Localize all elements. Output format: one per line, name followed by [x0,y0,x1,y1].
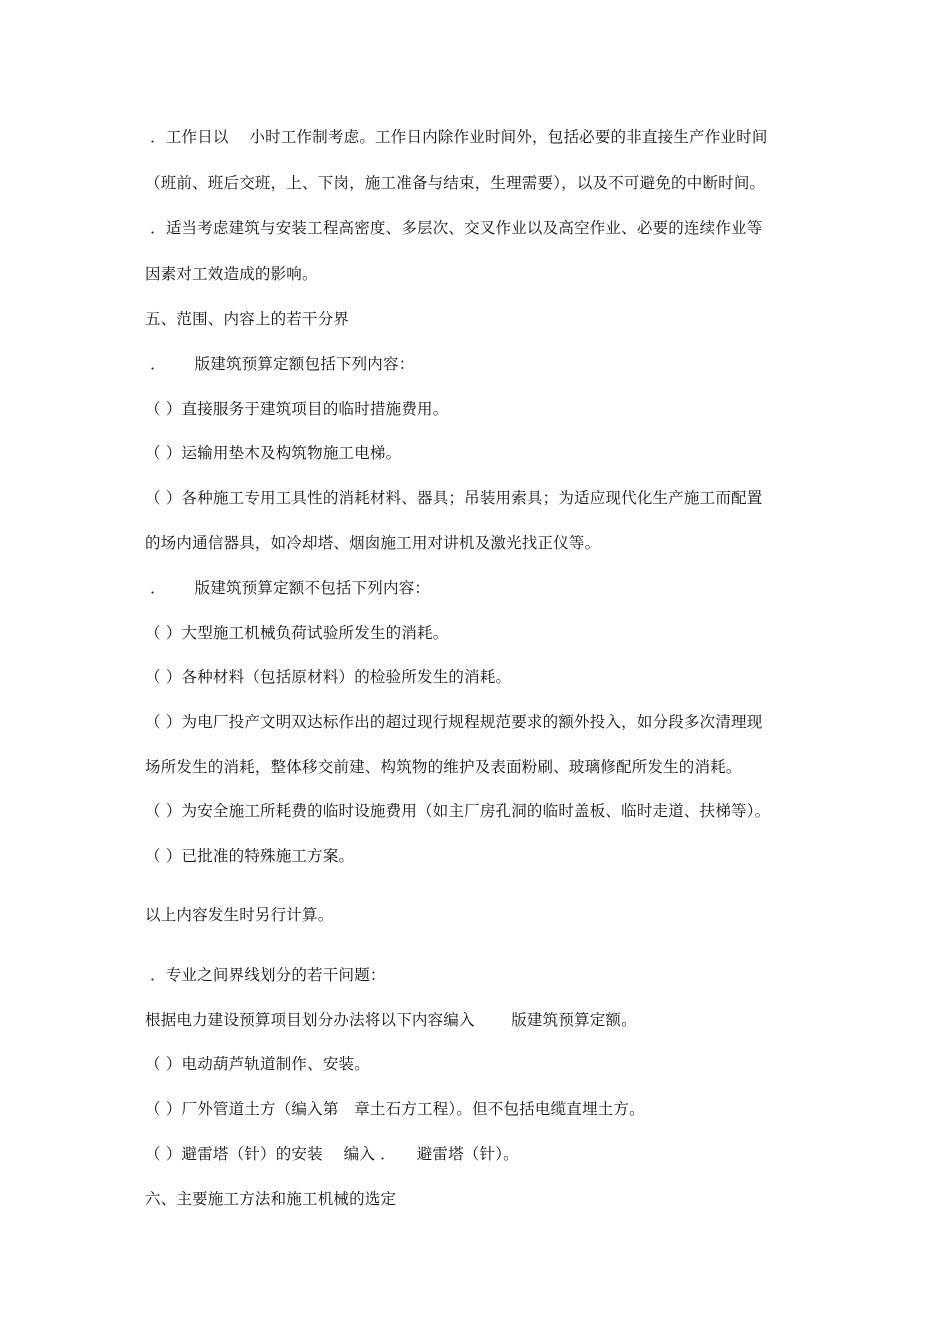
list-item-continuation: 场所发生的消耗，整体移交前建、构筑物的维护及表面粉刷、玻璃修配所发生的消耗。 [145,758,742,776]
list-item: （ ）大型施工机械负荷试验所发生的消耗。 [145,624,449,642]
paragraph-workday-line-1: ．工作日以 小时工作制考虑。工作日内除作业时间外，包括必要的非直接生产作业时间 [145,128,768,146]
paragraph-note: 以上内容发生时另行计算。 [145,906,334,924]
paragraph-efficiency-line-1: ．适当考虑建筑与安装工程高密度、多层次、交叉作业以及高空作业、必要的连续作业等 [145,219,763,237]
section-heading-scope: 五、范围、内容上的若干分界 [145,310,350,328]
list-item: （ ）避雷塔（针）的安装 编入 ． 避雷塔（针）。 [145,1145,519,1163]
list-item: （ ）电动葫芦轨道制作、安装。 [145,1055,370,1073]
subsection-included-heading: ． 版建筑预算定额包括下列内容： [145,355,415,373]
subsection-excluded-heading: ． 版建筑预算定额不包括下列内容： [145,579,431,597]
list-item: （ ）厂外管道土方（编入第 章土石方工程）。但不包括电缆直埋土方。 [145,1100,645,1118]
paragraph-efficiency-line-2: 因素对工效造成的影响。 [145,265,318,283]
list-item: （ ）运输用垫木及构筑物施工电梯。 [145,444,402,462]
list-item: （ ）直接服务于建筑项目的临时措施费用。 [145,400,449,418]
paragraph-workday-line-2: （班前、班后交班，上、下岗，施工准备与结束，生理需要），以及不可避免的中断时间。 [145,174,766,192]
list-item-continuation: 的场内通信器具，如冷却塔、烟囱施工用对讲机及激光找正仪等。 [145,534,601,552]
subsection-boundary-heading: ．专业之间界线划分的若干问题： [145,966,386,984]
list-item: （ ）为电厂投产文明双达标作出的超过现行规程规范要求的额外投入，如分段多次清理现 [145,713,763,731]
section-heading-methods: 六、主要施工方法和施工机械的选定 [145,1190,397,1208]
paragraph-boundary-intro: 根据电力建设预算项目划分办法将以下内容编入 版建筑预算定额。 [145,1011,637,1029]
list-item: （ ）各种施工专用工具性的消耗材料、器具；吊装用索具；为适应现代化生产施工而配置 [145,489,763,507]
list-item: （ ）为安全施工所耗费的临时设施费用（如主厂房孔洞的临时盖板、临时走道、扶梯等）。 [145,802,771,820]
list-item: （ ）各种材料（包括原材料）的检验所发生的消耗。 [145,668,512,686]
list-item: （ ）已批准的特殊施工方案。 [145,847,355,865]
